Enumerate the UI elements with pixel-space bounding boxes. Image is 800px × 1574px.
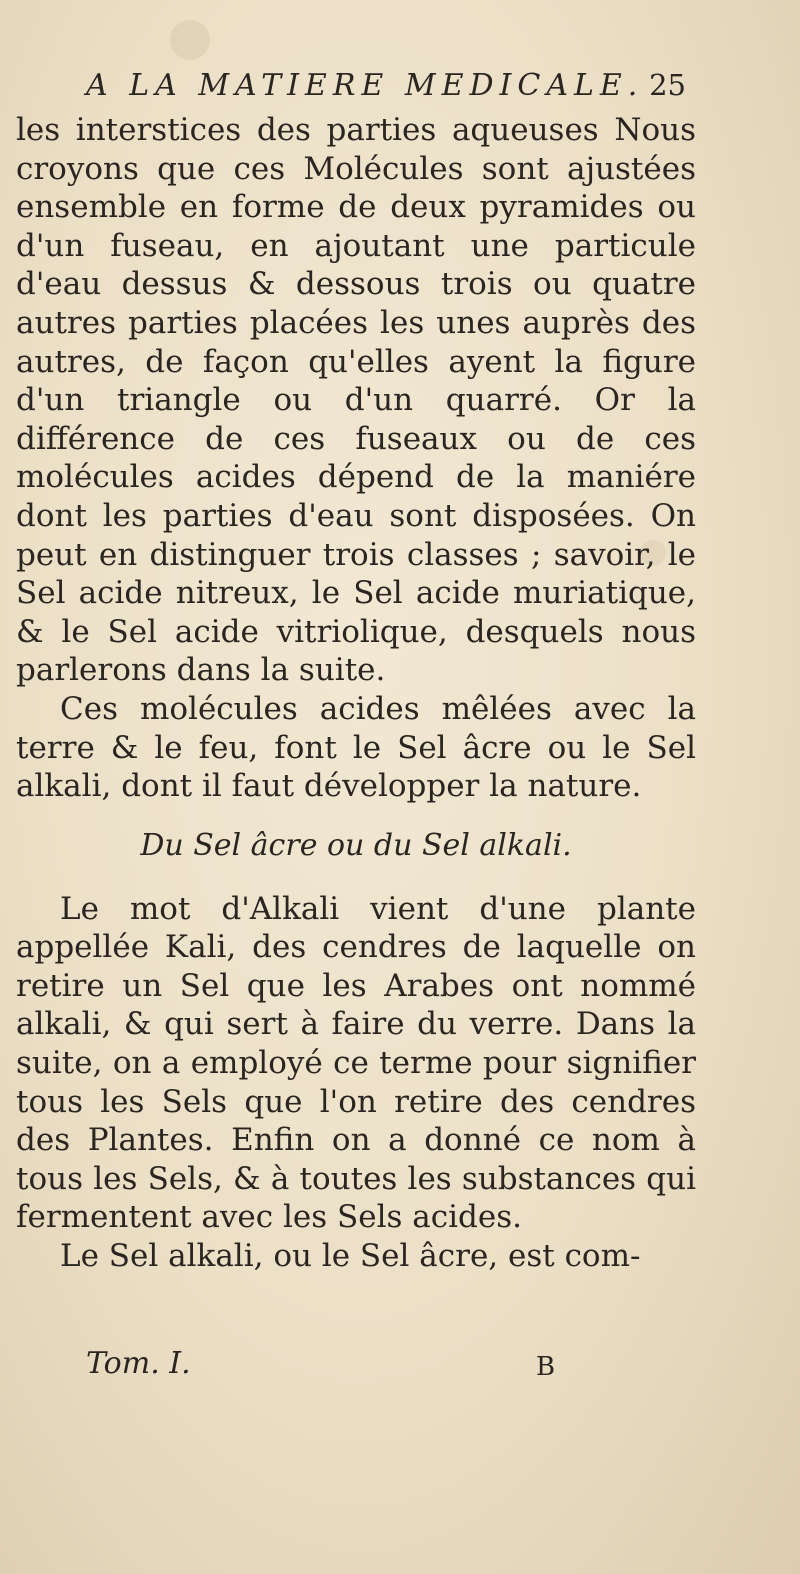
page-body: [16, 111, 696, 1276]
running-title: A LA MATIERE MEDICALE.: [86, 68, 644, 103]
paragraph: les interstices des parties aqueuses Nous croyons que ces Molécules sont ajustées ensemble en forme de deux pyramides ou d'un fuseau, en ajoutant une particule d'eau dessus & dessous trois ou quatre autres parties placées les unes auprès des autres, de façon qu'elles ayent la figure d'un triangle ou d'un quarré. Or la différence de ces fuseaux ou de ces molécules acides dépend de la maniére dont les parties d'eau sont disposées. On peut en distinguer trois classes ; savoir, le Sel acide nitreux, le Sel acide muriatique, & le Sel acide vitriolique, desquels nous parlerons dans la suite.: [16, 112, 696, 689]
volume-label: Tom. I.: [86, 1346, 191, 1381]
paper-stain: [170, 20, 210, 60]
section-heading: Du Sel âcre ou du Sel alkali.: [140, 827, 572, 863]
page-footer: [0, 1346, 800, 1406]
paragraph: Ces molécules acides mêlées avec la terre & le feu, font le Sel âcre ou le Sel alkali, dont il faut développer la nature.: [16, 690, 696, 805]
running-header: [86, 68, 686, 116]
paragraph: Le Sel alkali, ou le Sel âcre, est com-: [60, 1238, 641, 1275]
paragraph: Le mot d'Alkali vient d'une plante appellée Kali, des cendres de laquelle on retire un Sel que les Arabes ont nommé alkali, & qui sert à faire du verre. Dans la suite, on a employé ce terme pour signifier tous les Sels que l'on retire des cendres des Plantes. Enfin on a donné ce nom à tous les Sels, & à toutes les substances qui fermentent avec les Sels acides.: [16, 890, 696, 1236]
signature-mark: B: [536, 1352, 556, 1382]
page-number: 25: [649, 68, 686, 102]
